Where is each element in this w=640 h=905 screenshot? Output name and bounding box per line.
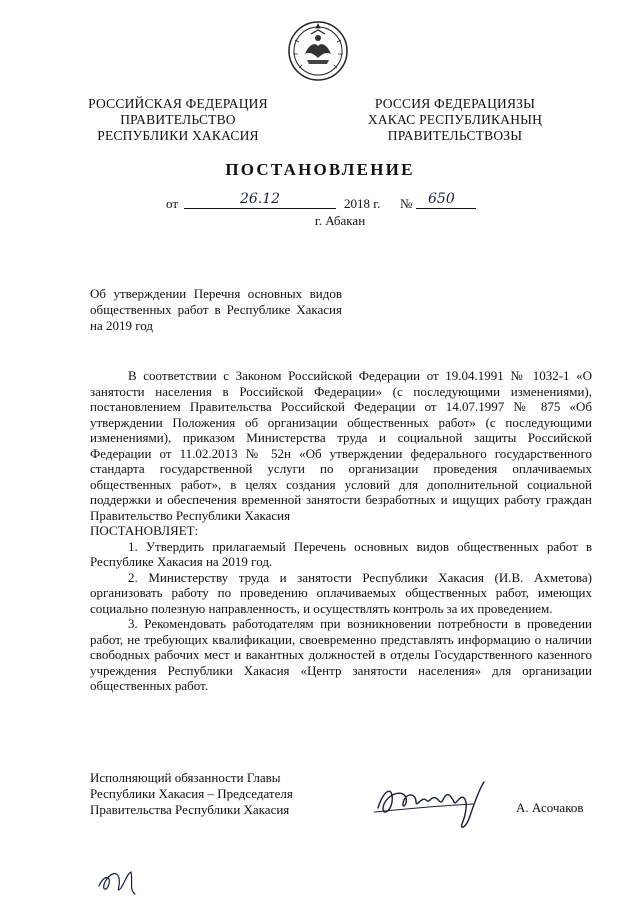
date-line	[160, 191, 490, 214]
city-line: г. Абакан	[314, 213, 366, 228]
header-left-line: РОССИЙСКАЯ ФЕДЕРАЦИЯ	[88, 96, 268, 111]
header-left-line: ПРАВИТЕЛЬСТВО	[120, 112, 236, 127]
date-handwritten: 26.12	[240, 191, 281, 207]
body-item-1: 1. Утвердить прилагаемый Перечень основных видов общественных работ в Республике Хакасия на 2019 год.	[90, 538, 592, 569]
body-item-2: 2. Министерству труда и занятости Республики Хакасия (И.В. Ахметова) организовать работу по проведению оплачиваемых общественных работ, имеющих социально полезную направленность, и осуществлять контроль за их проведением.	[90, 569, 592, 616]
handwritten-signature	[370, 768, 500, 838]
number-label: №	[400, 196, 413, 211]
signatory-name: А. Асочаков	[516, 800, 584, 815]
document-body	[90, 368, 592, 694]
document-title: ПОСТАНОВЛЕНИЕ	[225, 160, 415, 179]
handwritten-initials	[95, 860, 141, 900]
header-left-line: РЕСПУБЛИКИ ХАКАСИЯ	[97, 128, 259, 143]
body-preamble: В соответствии с Законом Российской Федерации от 19.04.1991 № 1032-1 «О занятости населения в Российской Федерации» (с последующими изменениями), постановлением Правительства Российской Федерации от 14.07.1997 № 875 «Об утверждении Положения об организации общественных работ» (с последующими изменениями), приказом Министерства труда и социальной защиты Российской Федерации от 11.02.2013 № 52н «Об утверждении федерального государственного стандарта государственной услуги по организации проведения оплачиваемых общественных работ», в целях создания условий для дополнительной социальной поддержки и обеспечения временной занятости безработных и ищущих работу граждан Правительство Республики Хакасия	[90, 368, 592, 523]
document-subject: Об утверждении Перечня основных видов общественных работ в Республике Хакасия на 2019 год	[90, 286, 342, 333]
body-item-3: 3. Рекомендовать работодателям при возникновении потребности в проведении работ, не требующих квалификации, своевременно представлять информацию о наличии свободных рабочих мест и вакантных должностей в отделы Государственного казенного учреждения Республики Хакасия «Центр занятости населения» для организации общественных работ.	[90, 616, 592, 693]
date-from-label: от	[166, 196, 179, 211]
signatory-position	[90, 770, 350, 818]
date-year: 2018 г.	[344, 196, 381, 211]
signatory-position-line: Республики Хакасия – Председателя	[90, 786, 293, 801]
header-right-line: ХАКАС РЕСПУБЛИКАНЫҢ	[367, 112, 543, 127]
signatory-position-line: Исполняющий обязанности Главы	[90, 770, 281, 785]
body-resolves: ПОСТАНОВЛЯЕТ:	[90, 523, 199, 538]
header-right-line: РОССИЯ ФЕДЕРАЦИЯЗЫ	[374, 96, 536, 111]
coat-of-arms-icon	[287, 20, 349, 82]
header-right	[350, 96, 560, 144]
header-right-line: ПРАВИТЕЛЬСТВОЗЫ	[387, 128, 523, 143]
signatory-position-line: Правительства Республики Хакасия	[90, 802, 290, 817]
header-left	[78, 96, 278, 144]
number-handwritten: 650	[428, 191, 455, 207]
